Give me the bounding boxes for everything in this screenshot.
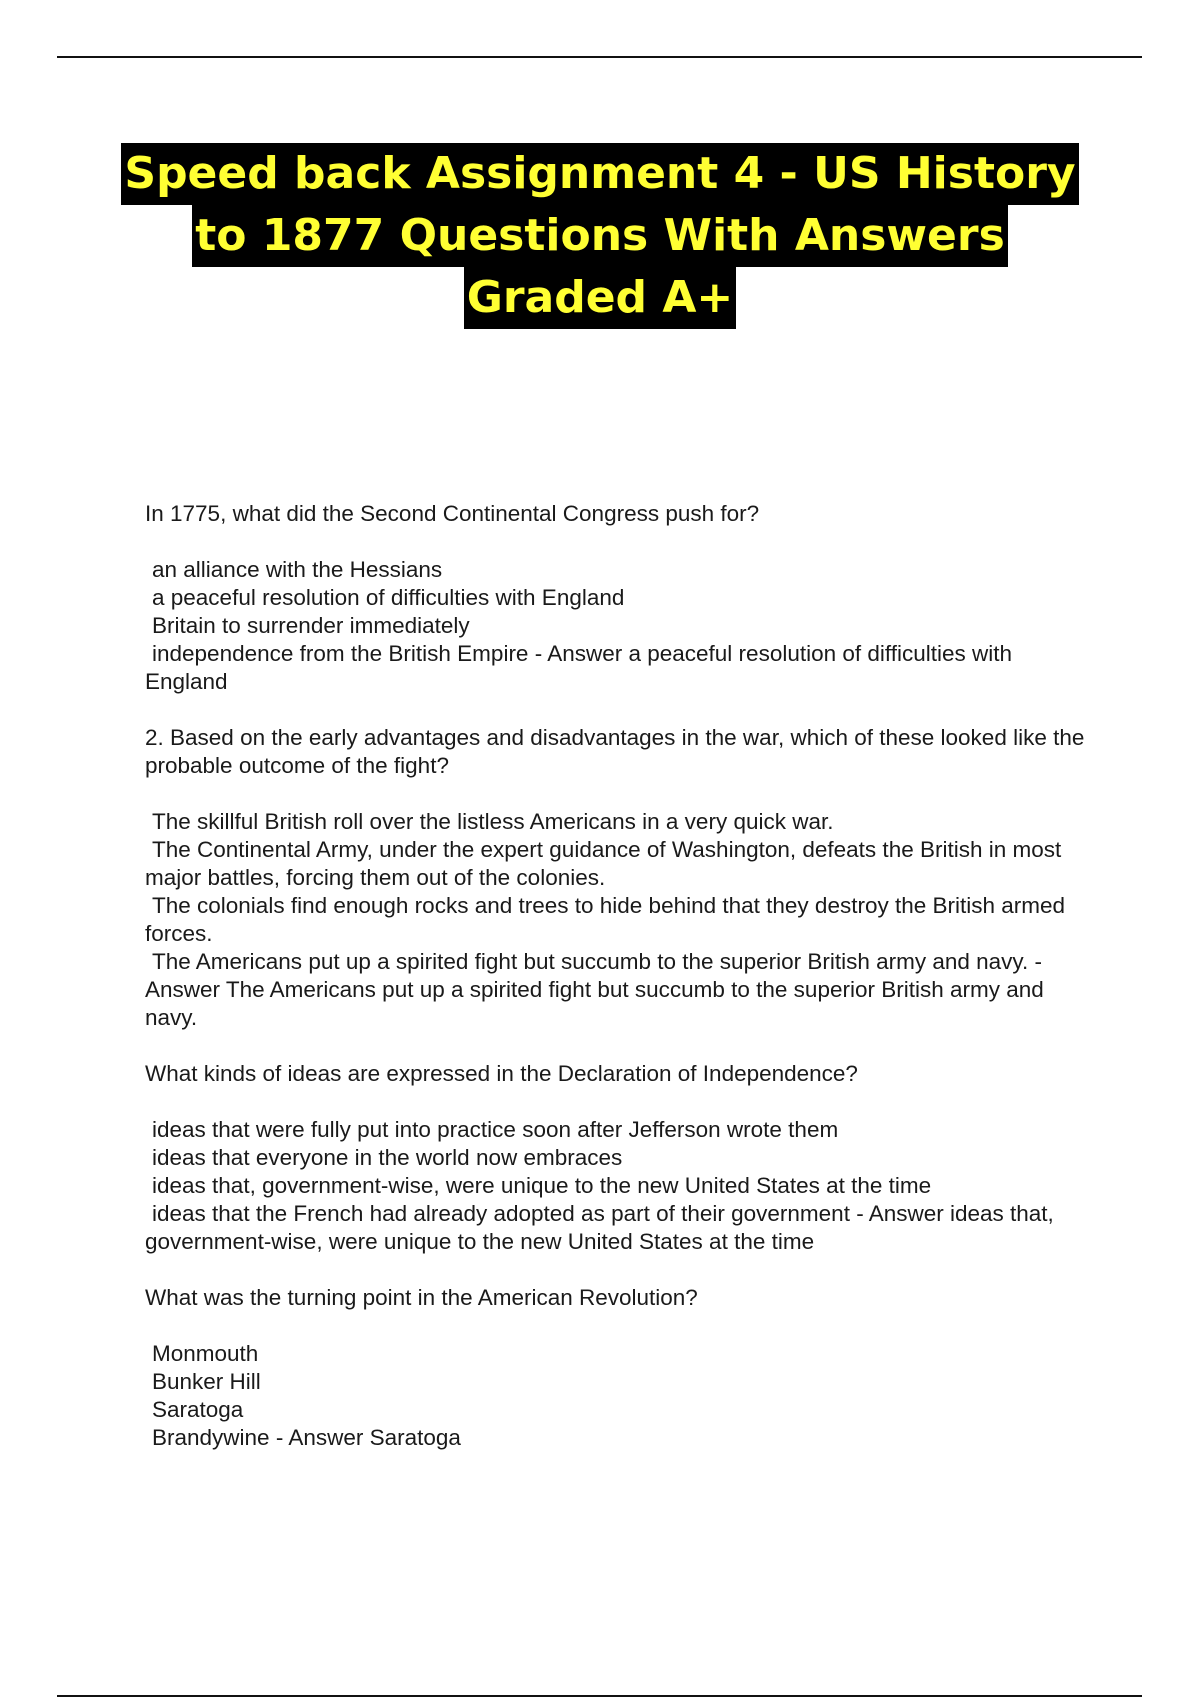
answer-option: Bunker Hill: [152, 1369, 261, 1394]
question-text: What kinds of ideas are expressed in the Declaration of Independence?: [145, 1061, 858, 1086]
answer-option: independence from the British Empire - Answer a peaceful resolution of difficulties with England: [145, 641, 1013, 694]
question-block-3: [145, 1060, 1085, 1256]
document-title: [100, 143, 1100, 329]
bottom-rule: [57, 1695, 1142, 1697]
document-body: [145, 500, 1085, 1480]
answer-option: The skillful British roll over the listless Americans in a very quick war.: [152, 809, 834, 834]
answer-option: The Americans put up a spirited fight but succumb to the superior British army and navy. - Answer The Americans put up a spirited fight but succumb to the superior British army and navy.: [145, 949, 1044, 1030]
question-block-1: [145, 500, 1085, 696]
top-rule: [57, 56, 1142, 58]
answer-option: Brandywine - Answer Saratoga: [152, 1425, 461, 1450]
answer-option: The Continental Army, under the expert guidance of Washington, defeats the British in most major battles, forcing them out of the colonies.: [145, 837, 1062, 890]
answer-option: ideas that everyone in the world now embraces: [152, 1145, 623, 1170]
answer-option: ideas that, government-wise, were unique to the new United States at the time: [152, 1173, 932, 1198]
answer-option: Saratoga: [152, 1397, 244, 1422]
answer-option: ideas that were fully put into practice soon after Jefferson wrote them: [152, 1117, 839, 1142]
question-text: What was the turning point in the American Revolution?: [145, 1285, 698, 1310]
answer-option: Monmouth: [152, 1341, 259, 1366]
answer-option: ideas that the French had already adopted as part of their government - Answer ideas that, government-wise, were unique to the new United States at the time: [145, 1201, 1054, 1254]
answer-option: a peaceful resolution of difficulties with England: [152, 585, 625, 610]
title-line-2: to 1877 Questions With Answers: [192, 205, 1008, 267]
question-text: 2. Based on the early advantages and disadvantages in the war, which of these looked like the probable outcome of the fight?: [145, 725, 1085, 778]
title-line-1: Speed back Assignment 4 - US History: [121, 143, 1078, 205]
answer-option: The colonials find enough rocks and trees to hide behind that they destroy the British armed forces.: [145, 893, 1066, 946]
question-text: In 1775, what did the Second Continental Congress push for?: [145, 501, 760, 526]
question-block-2: [145, 724, 1085, 1032]
title-line-3: Graded A+: [464, 267, 737, 329]
answer-option: an alliance with the Hessians: [152, 557, 443, 582]
answer-option: Britain to surrender immediately: [152, 613, 470, 638]
question-block-4: [145, 1284, 1085, 1452]
